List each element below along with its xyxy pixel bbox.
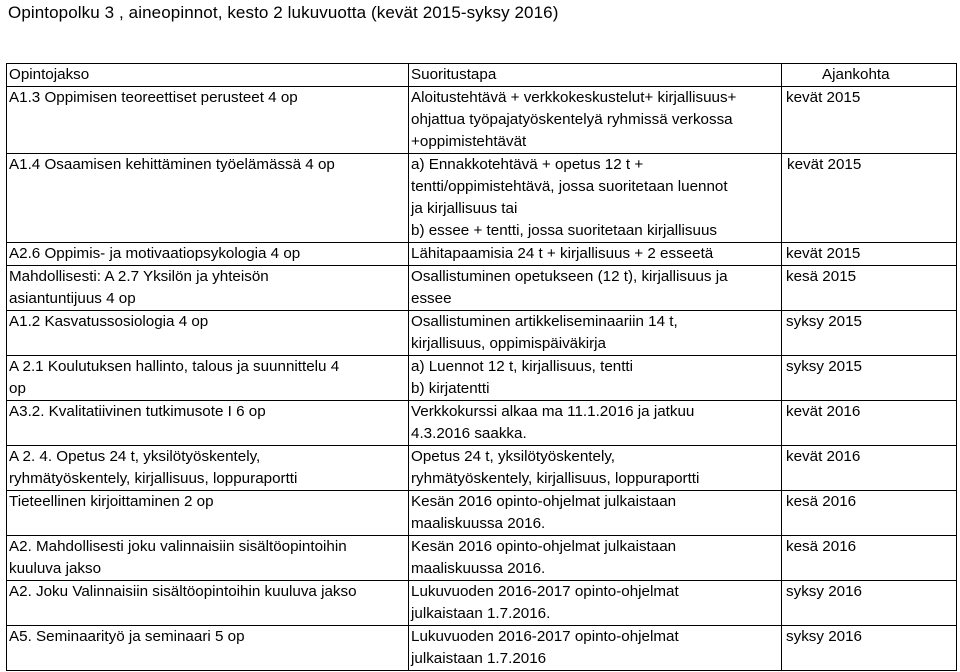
time-cell: syksy 2016 (782, 581, 957, 626)
method-cell: Kesän 2016 opinto-ohjelmat julkaistaan maaliskuussa 2016. (409, 491, 782, 536)
time-cell: kevät 2015 (782, 154, 957, 243)
time-cell: kesä 2016 (782, 536, 957, 581)
course-cell: A3.2. Kvalitatiivinen tutkimusote I 6 op (7, 401, 409, 446)
time-cell: kesä 2016 (782, 491, 957, 536)
method-cell: a) Ennakkotehtävä + opetus 12 t + tentti/oppimistehtävä, jossa suoritetaan luennot ja kirjallisuus tai b) essee + tentti, jossa suoritetaan kirjallisuus (409, 154, 782, 243)
table-row (7, 154, 957, 243)
time-cell: kesä 2015 (782, 266, 957, 311)
time-cell: kevät 2016 (782, 401, 957, 446)
course-cell: A2.6 Oppimis- ja motivaatiopsykologia 4 op (7, 243, 409, 266)
time-cell: syksy 2016 (782, 626, 957, 671)
method-cell: Osallistuminen artikkeliseminaariin 14 t, kirjallisuus, oppimispäiväkirja (409, 311, 782, 356)
course-cell: A1.2 Kasvatussosiologia 4 op (7, 311, 409, 356)
method-cell: Aloitustehtävä + verkkokeskustelut+ kirjallisuus+ ohjattua työpajatyöskentelyä ryhmissä verkossa +oppimistehtävät (409, 87, 782, 154)
table-row (7, 626, 957, 671)
course-cell: A 2.1 Koulutuksen hallinto, talous ja suunnittelu 4 op (7, 356, 409, 401)
method-cell: Opetus 24 t, yksilötyöskentely, ryhmätyöskentely, kirjallisuus, loppuraportti (409, 446, 782, 491)
table-row (7, 243, 957, 266)
table-row (7, 311, 957, 356)
method-cell: Lukuvuoden 2016-2017 opinto-ohjelmat julkaistaan 1.7.2016 (409, 626, 782, 671)
table-header-row (7, 64, 957, 87)
study-plan-table (6, 63, 957, 671)
table-row (7, 491, 957, 536)
table-row (7, 446, 957, 491)
method-cell: Osallistuminen opetukseen (12 t), kirjallisuus ja essee (409, 266, 782, 311)
course-cell: Mahdollisesti: A 2.7 Yksilön ja yhteisön asiantuntijuus 4 op (7, 266, 409, 311)
header-course: Opintojakso (7, 64, 409, 87)
time-cell: kevät 2015 (782, 243, 957, 266)
table-row (7, 536, 957, 581)
time-cell: kevät 2015 (782, 87, 957, 154)
course-cell: Tieteellinen kirjoittaminen 2 op (7, 491, 409, 536)
time-cell: syksy 2015 (782, 311, 957, 356)
method-cell: Kesän 2016 opinto-ohjelmat julkaistaan maaliskuussa 2016. (409, 536, 782, 581)
course-cell: A2. Joku Valinnaisiin sisältöopintoihin kuuluva jakso (7, 581, 409, 626)
course-cell: A2. Mahdollisesti joku valinnaisiin sisältöopintoihin kuuluva jakso (7, 536, 409, 581)
method-cell: a) Luennot 12 t, kirjallisuus, tentti b) kirjatentti (409, 356, 782, 401)
table-row (7, 356, 957, 401)
method-cell: Verkkokurssi alkaa ma 11.1.2016 ja jatkuu 4.3.2016 saakka. (409, 401, 782, 446)
header-time: Ajankohta (782, 64, 957, 87)
time-cell: syksy 2015 (782, 356, 957, 401)
table-row (7, 401, 957, 446)
method-cell: Lähitapaamisia 24 t + kirjallisuus + 2 esseetä (409, 243, 782, 266)
table-row (7, 87, 957, 154)
course-cell: A1.4 Osaamisen kehittäminen työelämässä 4 op (7, 154, 409, 243)
time-cell: kevät 2016 (782, 446, 957, 491)
course-cell: A1.3 Oppimisen teoreettiset perusteet 4 op (7, 87, 409, 154)
table-row (7, 266, 957, 311)
header-method: Suoritustapa (409, 64, 782, 87)
course-cell: A5. Seminaarityö ja seminaari 5 op (7, 626, 409, 671)
table-row (7, 581, 957, 626)
page-title: Opintopolku 3 , aineopinnot, kesto 2 lukuvuotta (kevät 2015-syksy 2016) (8, 3, 559, 22)
method-cell: Lukuvuoden 2016-2017 opinto-ohjelmat julkaistaan 1.7.2016. (409, 581, 782, 626)
course-cell: A 2. 4. Opetus 24 t, yksilötyöskentely, ryhmätyöskentely, kirjallisuus, loppuraportti (7, 446, 409, 491)
